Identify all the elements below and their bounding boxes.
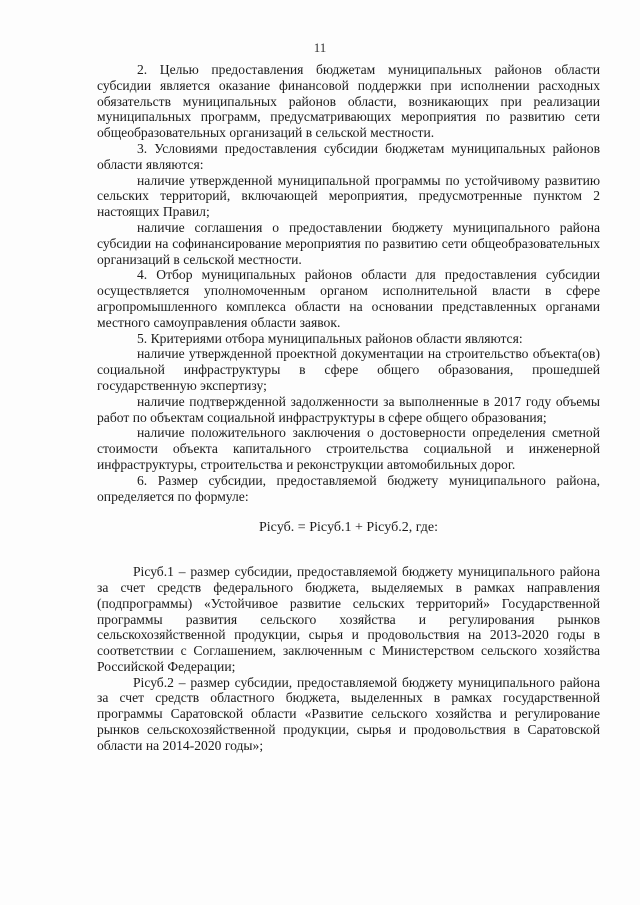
condition-program: наличие утвержденной муниципальной программы по устойчивому развитию сельских территорий, включающей мероприятия, предусмотренные пунктом 2 настоящих Правил; — [97, 172, 600, 220]
paragraph-3-conditions: 3. Условиями предоставления субсидии бюджетам муниципальных районов области являются: — [97, 140, 600, 172]
document-body — [97, 62, 600, 754]
paragraph-2-purpose: 2. Целью предоставления бюджетам муниципальных районов области субсидии является оказание финансовой поддержки при исполнении расходных обязательств муниципальных районов области, возникающих при реализации муниципальных программ, предусматривающих мероприятия по развитию сети общеобразовательных организаций в сельской местности. — [97, 62, 600, 141]
definition-regional-subsidy: Pісуб.2 – размер субсидии, предоставляемой бюджету муниципального района за счет средств областного бюджета, выделенных в рамках государственной программы Саратовской области «Развитие сельского хозяйства и регулирование рынков сельскохозяйственной продукции, сырья и продовольствия в Саратовской области на 2014-2020 годы»; — [97, 674, 600, 753]
subsidy-formula: Picуб. = Picуб.1 + Picуб.2, где: — [258, 520, 439, 536]
criterion-documentation: наличие утвержденной проектной документации на строительство объекта(ов) социальной инфраструктуры в сфере общего образования, прошедшей государственную экспертизу; — [97, 346, 600, 393]
page-number: 11 — [313, 40, 327, 55]
paragraph-5-criteria: 5. Критериями отбора муниципальных районов области являются: — [137, 330, 523, 346]
paragraph-4-selection: 4. Отбор муниципальных районов области для предоставления субсидии осуществляется уполномоченным органом исполнительной власти в сфере агропромышленного комплекса области на основании представленных органами местного самоуправления области заявок. — [97, 267, 600, 330]
condition-agreement: наличие соглашения о предоставлении бюджету муниципального района субсидии на софинансирование мероприятия по развитию сети общеобразовательных организаций в сельской местности. — [97, 219, 600, 267]
paragraph-6-amount: 6. Размер субсидии, предоставляемой бюджету муниципального района, определяется по формуле: — [97, 472, 600, 504]
criterion-conclusion: наличие положительного заключения о достоверности определения сметной стоимости объекта капитального строительства социальной и инженерной инфраструктуры, строительства и реконструкции автомобильных дорог. — [97, 425, 600, 472]
definition-federal-subsidy: Pісуб.1 – размер субсидии, предоставляемой бюджету муниципального района за счет средств федерального бюджета, выделяемых в рамках направления (подпрограммы) «Устойчивое развитие сельских территорий» Государственной программы развития сельского хозяйства и регулирования рынков сельскохозяйственной продукции, сырья и продовольствия на 2013-2020 годы в соответствии с Соглашением, заключенным с Министерством сельского хозяйства Российской Федерации; — [97, 564, 600, 674]
criterion-debt: наличие подтвержденной задолженности за выполненные в 2017 году объемы работ по объектам социальной инфраструктуры в сфере общего образования; — [97, 393, 600, 425]
